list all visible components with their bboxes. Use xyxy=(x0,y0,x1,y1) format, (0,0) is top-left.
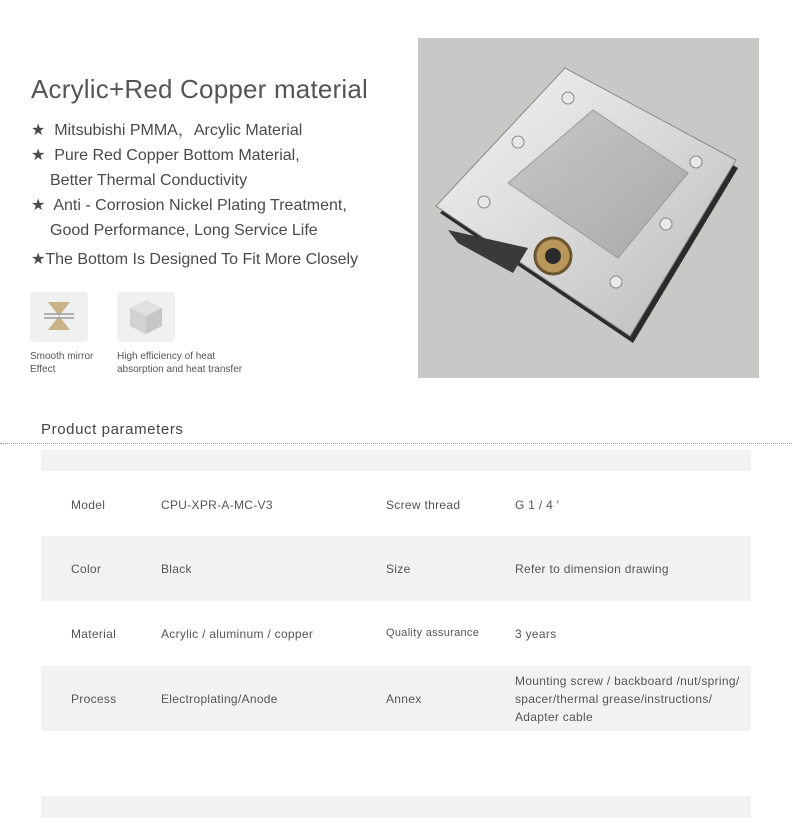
param-value: 3 years xyxy=(515,627,557,641)
feature-text-continued: Good Performance, Long Service Life xyxy=(50,222,318,239)
table-row xyxy=(41,666,751,731)
parameters-table xyxy=(41,450,751,818)
feature-text: Anti - Corrosion Nickel Plating Treatment, xyxy=(53,197,347,214)
feature-text: The Bottom Is Designed To Fit More Closely xyxy=(45,251,359,268)
feature-list xyxy=(31,118,401,272)
badge-caption-line: absorption and heat transfer xyxy=(117,364,243,375)
feature-item xyxy=(31,193,401,243)
badge-caption-line: High efficiency of heat xyxy=(117,351,216,362)
param-label: Color xyxy=(71,562,102,576)
feature-text: Pure Red Copper Bottom Material, xyxy=(54,147,300,164)
param-value: Acrylic / aluminum / copper xyxy=(161,627,314,641)
param-value: CPU-XPR-A-MC-V3 xyxy=(161,498,273,512)
feature-text: Mitsubishi PMMA，Arcylic Material xyxy=(54,122,303,139)
param-value: G 1 / 4 ′ xyxy=(515,498,560,512)
badge-caption-line: Smooth mirror xyxy=(30,351,94,362)
badge-mirror xyxy=(30,292,94,375)
param-label: Material xyxy=(71,627,117,641)
feature-item xyxy=(31,118,401,143)
param-label: Quality assurance xyxy=(386,627,480,639)
hero-title: Acrylic+Red Copper material xyxy=(31,74,369,104)
param-value: Mounting screw / backboard /nut/spring/ spacer/thermal grease/instructions/ Adapter cable xyxy=(515,674,740,724)
feature-item xyxy=(31,247,401,272)
badge-caption-line: Effect xyxy=(30,364,56,375)
mirror-reflection-icon xyxy=(30,292,88,342)
table-spacer-row xyxy=(41,450,751,471)
star-icon: ★ xyxy=(31,197,46,214)
feature-text-continued: Better Thermal Conductivity xyxy=(50,172,248,189)
param-value: Black xyxy=(161,562,192,576)
star-icon: ★ xyxy=(31,147,46,164)
table-empty-row xyxy=(41,731,751,796)
param-value: Electroplating/Anode xyxy=(161,692,278,706)
cpu-water-block-image xyxy=(418,38,759,378)
star-icon: ★ xyxy=(31,122,46,139)
table-row xyxy=(41,536,751,601)
param-label: Size xyxy=(386,562,411,576)
table-spacer-row xyxy=(41,796,751,818)
cube-icon xyxy=(117,292,175,342)
feature-item xyxy=(31,143,401,193)
table-row xyxy=(41,471,751,536)
badge-caption xyxy=(117,350,242,376)
param-label: Process xyxy=(71,692,117,706)
section-title-product-parameters: Product parameters xyxy=(41,421,184,438)
dotted-divider xyxy=(0,443,792,444)
table-row xyxy=(41,601,751,666)
badge-heat-transfer xyxy=(117,292,243,375)
badge-caption xyxy=(30,350,93,376)
param-label: Model xyxy=(71,498,106,512)
param-label: Annex xyxy=(386,692,422,706)
param-value: Refer to dimension drawing xyxy=(515,562,669,576)
param-label: Screw thread xyxy=(386,498,461,512)
star-icon: ★ xyxy=(31,251,46,268)
